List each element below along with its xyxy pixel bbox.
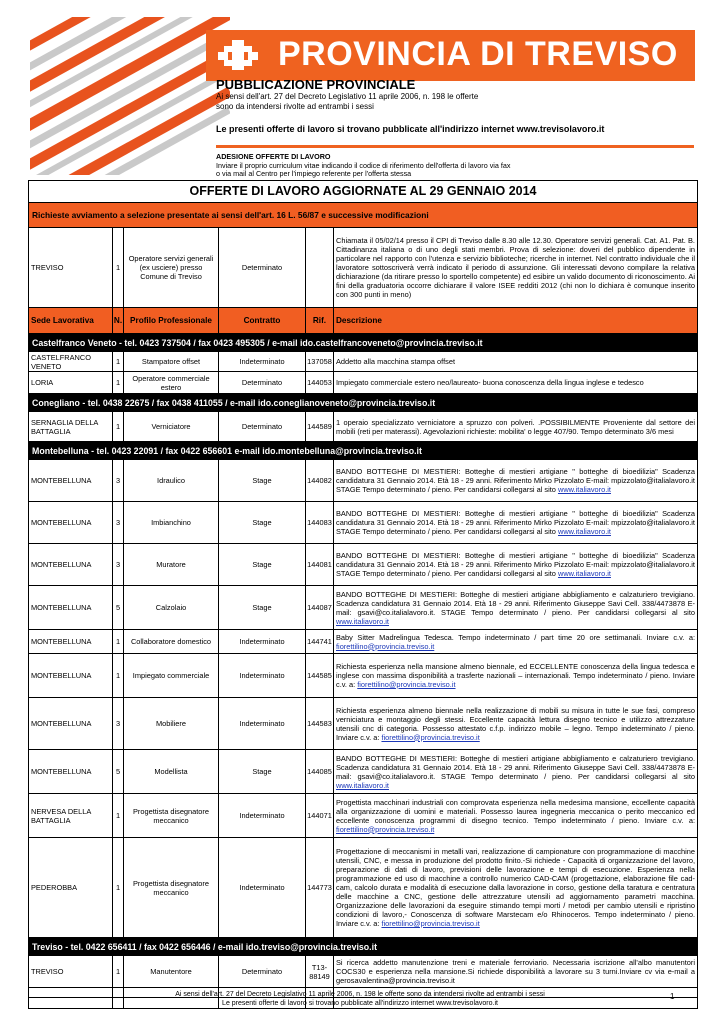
- description-text-body: Progettista macchinari industriali con comprovata esperienza nella medesima mansione, eccellente capacità alla organizzazione di uomini e materiali. Possesso laurea ingegneria meccanica o perito meccanico ed eccellente conoscenza programmi di disegno tecnico. Tempo indeterminato / pieno. Inviare c.v. a:: [336, 797, 695, 825]
- cell-sede: MONTEBELLUNA: [29, 698, 113, 749]
- cell-sede: PEDEROBBA: [29, 838, 113, 937]
- cell-descrizione: [334, 630, 697, 653]
- offer-link[interactable]: www.italiavoro.it: [557, 569, 611, 578]
- cell-profilo: Operatore servizi generali (ex usciere) presso Comune di Treviso: [124, 228, 219, 307]
- cell-sede: CASTELFRANCO VENETO: [29, 352, 113, 371]
- cell-sede: MONTEBELLUNA: [29, 654, 113, 697]
- description-text: [336, 706, 695, 742]
- description-text-body: BANDO BOTTEGHE DI MESTIERI: Botteghe di mestieri artigiane " botteghe di bioedilizia" Scadenza candidatura 31 Gennaio 2014. Età 18 - 29 anni. Riferimento Mirko Pizzolato E-mail: mpizzolato@italialavoro.it STAGE Tempo determinato / pieno. Per candidarsi collegarsi al sito: [336, 509, 695, 536]
- description-text-body: Richiesta esperienza nella mansione almeno biennale, ed ECCELLENTE conoscenza della lingua tedesca e inglese con massima disponibilità a trasferte nazionali – internazionali. Tempo indeterminato / pieno. Inviare c.v. a:: [336, 662, 695, 689]
- cell-sede: TREVISO: [29, 956, 113, 987]
- cell-rif: T13-88149: [306, 956, 334, 987]
- description-text: [336, 662, 695, 689]
- cell-profilo: Collaboratore domestico: [124, 630, 219, 653]
- table-row: [29, 750, 697, 794]
- cell-contratto: Stage: [219, 750, 306, 793]
- description-text-body: BANDO BOTTEGHE DI MESTIERI: Botteghe di mestieri artigiane " botteghe di bioedilizia" Scadenza candidatura 31 Gennaio 2014. Età 18 - 29 anni. Riferimento Mirko Pizzolato E-mail: mpizzolato@italialavoro.it STAGE Tempo determinato / pieno. Per candidarsi collegarsi al sito: [336, 551, 695, 578]
- cell-profilo: Progettista disegnatore meccanico: [124, 838, 219, 937]
- header-divider: [216, 145, 694, 148]
- description-text: [336, 551, 695, 578]
- adhesion-line: Inviare il proprio curriculum vitae indicando il codice di riferimento dell'offerta di lavoro via fax: [216, 160, 511, 170]
- cell-rif: 144585: [306, 654, 334, 697]
- publication-title: PUBBLICAZIONE PROVINCIALE: [216, 77, 416, 92]
- cell-descrizione: [334, 794, 697, 837]
- cell-sede: NERVESA DELLA BATTAGLIA: [29, 794, 113, 837]
- description-text: Si ricerca addetto manutenzione treni e materiale ferroviario. Necessaria iscrizione all'albo manutentori COCS30 e esperienza nella mansione.Si richiede disponibilità a lavorare su 3 turni.Inviare cv via e-mail a gerosavalentina@provincia.treviso.it: [336, 958, 695, 985]
- cell-sede: MONTEBELLUNA: [29, 544, 113, 585]
- cell-profilo: Impiegato commerciale: [124, 654, 219, 697]
- cell-descrizione: [334, 956, 697, 987]
- footer-line: Ai sensi dell'art. 27 del Decreto Legislativo 11 aprile 2006, n. 198 le offerte sono da intendersi rivolte ad entrambi i sessi: [175, 991, 545, 998]
- offer-link[interactable]: www.italiavoro.it: [557, 527, 611, 536]
- description-text: [336, 798, 695, 834]
- cell-n: 1: [113, 838, 124, 937]
- cell-descrizione: [334, 460, 697, 501]
- offer-link[interactable]: fiorettilino@provincia.treviso.it: [336, 641, 435, 651]
- cell-rif: 137058: [306, 352, 334, 371]
- cell-contratto: Indeterminato: [219, 630, 306, 653]
- cell-contratto: Stage: [219, 460, 306, 501]
- cell-profilo: Operatore commerciale estero: [124, 372, 219, 393]
- offer-link[interactable]: www.italiavoro.it: [336, 616, 389, 626]
- adhesion-title: ADESIONE OFFERTE DI LAVORO: [216, 152, 331, 161]
- cell-descrizione: [334, 544, 697, 585]
- cell-profilo: Mobiliere: [124, 698, 219, 749]
- cell-contratto: Stage: [219, 586, 306, 629]
- cell-sede: MONTEBELLUNA: [29, 750, 113, 793]
- cell-rif: 144773: [306, 838, 334, 937]
- table-row: [29, 502, 697, 544]
- title-band: [206, 30, 695, 81]
- cell-rif: 144085: [306, 750, 334, 793]
- cell-contratto: Determinato: [219, 956, 306, 987]
- table-row: [29, 544, 697, 586]
- table-row: [29, 838, 697, 938]
- cell-rif: 144087: [306, 586, 334, 629]
- description-text: [336, 633, 695, 651]
- column-header-row: [29, 308, 697, 334]
- offer-link[interactable]: fiorettilino@provincia.treviso.it: [357, 680, 456, 689]
- cell-rif: 144583: [306, 698, 334, 749]
- cell-n: 3: [113, 544, 124, 585]
- cell-sede: LORIA: [29, 372, 113, 393]
- cell-rif: 144081: [306, 544, 334, 585]
- description-text: Chiamata il 05/02/14 presso il CPI di Treviso dalle 8.30 alle 12.30. Operatore servizi generali. Cat. A1. Pat. B. Cittadinanza italiana o di uno degli stati membri. Prova di selezione: doveri del pubblico dipendente in particolare nel rapporto con l'utenza e servizio biblioteche; ricerche in internet. Nel contratto individuale che il lavoratore sottoscriverà verrà indicato il periodo di assunzione. Gli interessati devono compilare la relativa dichiarazione (da ritirare presso lo sportello competente) ed esibire un valido documento di riconoscimento. Ai fini della graduatoria occorre dichiarare il valore ISEE redditi 2012 (chi non lo dichiara è comunque inserito con 300 punti in meno): [336, 236, 695, 299]
- column-header-profilo: Profilo Professionale: [124, 308, 219, 333]
- offers-table: [28, 180, 698, 1009]
- cell-profilo: Stampatore offset: [124, 352, 219, 371]
- offer-link[interactable]: www.italiavoro.it: [557, 485, 611, 494]
- offer-link[interactable]: www.italiavoro.it: [336, 780, 389, 790]
- cell-profilo: Verniciatore: [124, 412, 219, 441]
- adhesion-line: o via mail al Centro per l'impiego referente per l'offerta stessa: [216, 169, 412, 178]
- description-text-body: BANDO BOTTEGHE DI MESTIERI: Botteghe di mestieri artigiane abbigliamento e calzaturiero trevigiano. Scadenza candidatura 31 Gennaio 2014. Età 18 - 29 anni. Riferimento Giuseppe Savi Cell. 338/4473878 E-mail: gsavi@co.italialavoro.it. STAGE Tempo determinato / pieno. Per candidarsi collegarsi al sito: [336, 753, 695, 781]
- cell-sede: MONTEBELLUNA: [29, 630, 113, 653]
- cell-rif: 144741: [306, 630, 334, 653]
- document-header: [30, 17, 695, 178]
- cell-n: 1: [113, 228, 124, 307]
- cell-profilo: Calzolaio: [124, 586, 219, 629]
- cell-sede: MONTEBELLUNA: [29, 586, 113, 629]
- cell-n: 1: [113, 654, 124, 697]
- description-text: Impiegato commerciale estero neo/laureato- buona conoscenza della lingua inglese e tedesco: [336, 378, 644, 387]
- cell-descrizione: [334, 698, 697, 749]
- decorative-stripes: [30, 17, 230, 175]
- description-text: [336, 467, 695, 494]
- cell-contratto: Determinato: [219, 228, 306, 307]
- cell-profilo: Manutentore: [124, 956, 219, 987]
- table-title: OFFERTE DI LAVORO AGGIORNATE AL 29 GENNAIO 2014: [29, 181, 697, 203]
- cell-n: 5: [113, 750, 124, 793]
- province-logo-icon: [218, 40, 258, 70]
- cell-profilo: Imbianchino: [124, 502, 219, 543]
- cell-contratto: Indeterminato: [219, 698, 306, 749]
- office-contact-conegliano: Conegliano - tel. 0438 22675 / fax 0438 411055 / e-mail ido.coneglianoveneto@provincia.treviso.it: [29, 394, 697, 412]
- cell-n: 3: [113, 698, 124, 749]
- table-row: [29, 228, 697, 308]
- cell-descrizione: [334, 352, 697, 371]
- cell-contratto: Determinato: [219, 412, 306, 441]
- cell-contratto: Indeterminato: [219, 352, 306, 371]
- offer-link[interactable]: fiorettilino@provincia.treviso.it: [381, 732, 480, 742]
- cell-n: 5: [113, 586, 124, 629]
- cell-profilo: Muratore: [124, 544, 219, 585]
- cell-contratto: Indeterminato: [219, 794, 306, 837]
- publication-line: Ai sensi dell'art. 27 del Decreto Legislativo 11 aprile 2006, n. 198 le offerte: [216, 92, 479, 101]
- office-contact-montebelluna: Montebelluna - tel. 0423 22091 / fax 0422 656601 e-mail ido.montebelluna@provincia.treviso.it: [29, 442, 697, 460]
- cell-n: 1: [113, 352, 124, 371]
- cell-sede: SERNAGLIA DELLA BATTAGLIA: [29, 412, 113, 441]
- cell-rif: [306, 228, 334, 307]
- description-text-body: Baby Sitter Madrelingua Tedesca. Tempo indeterminato / part time 20 ore settimanali. Inviare c.v. a:: [336, 632, 695, 642]
- column-header-rif: Rif.: [306, 308, 334, 333]
- office-contact-castelfranco: Castelfranco Veneto - tel. 0423 737504 / fax 0423 495305 / e-mail ido.castelfrancoveneto@provincia.treviso.it: [29, 334, 697, 352]
- cell-n: 1: [113, 630, 124, 653]
- column-header-contratto: Contratto: [219, 308, 306, 333]
- table-row: [29, 698, 697, 750]
- cell-n: 1: [113, 412, 124, 441]
- cell-profilo: Progettista disegnatore meccanico: [124, 794, 219, 837]
- cell-sede: MONTEBELLUNA: [29, 502, 113, 543]
- cell-rif: 144053: [306, 372, 334, 393]
- cell-rif: 144082: [306, 460, 334, 501]
- cell-descrizione: [334, 750, 697, 793]
- table-row: [29, 460, 697, 502]
- cell-descrizione: [334, 372, 697, 393]
- description-text-body: BANDO BOTTEGHE DI MESTIERI: Botteghe di mestieri artigiane abbigliamento e calzaturiero trevigiano. Scadenza candidatura 31 Gennaio 2014. Età 18 - 29 anni. Riferimento Giuseppe Savi Cell. 338/4473878 E-mail: gsavi@co.italialavoro.it. STAGE Tempo determinato / pieno. Per candidarsi collegarsi al sito: [336, 589, 695, 617]
- cell-profilo: Idraulico: [124, 460, 219, 501]
- cell-rif: 144083: [306, 502, 334, 543]
- table-row: [29, 372, 697, 394]
- description-text: [336, 509, 695, 536]
- description-text: Addetto alla macchina stampa offset: [336, 357, 456, 366]
- cell-descrizione: [334, 228, 697, 307]
- cell-sede: TREVISO: [29, 228, 113, 307]
- description-text-body: Progettazione di meccanismi in metalli vari, realizzazione di campionature con programmazione di macchine utensili, CNC, e messa in produzione del prodotto finito.-Si richiede - Capacità di organizzazione del lavoro, preparazione di dati di lavoro, previsioni delle lavorazione e tempi di esecuzione. Esperienza nella programmazione ed uso di macchine a controllo numerico CAD-CAM (progettazione, elaborazione file cad-cam, calcolo durata e modalità di esecuzione dalla lavorazione in corso, gestione della taratura e centratura delle macchine a CNC, gestione delle attrezzature utensili ad aggiornamento parametri macchina. Organizzazione delle lavorazioni da eseguire stimando tempi morti / metodi per cambio utensili e ripristino condizioni di lavoro,- Conoscenza di software Marstecam e/o Rhinoceros. Tempo indeterminato / pieno. Inviare c.v. a:: [336, 847, 695, 928]
- footer-line: Le presenti offerte di lavoro si trovano pubblicate all'indirizzo internet www.trevisolavoro.it: [222, 1000, 498, 1007]
- cell-n: 1: [113, 372, 124, 393]
- cell-n: 3: [113, 502, 124, 543]
- offer-link[interactable]: fiorettilino@provincia.treviso.it: [336, 824, 435, 834]
- sites-notice: Le presenti offerte di lavoro si trovano pubblicate all'indirizzo internet www.trevisolavoro.it: [216, 124, 605, 134]
- cell-descrizione: [334, 502, 697, 543]
- cell-contratto: Determinato: [219, 372, 306, 393]
- column-header-sede: Sede Lavorativa: [29, 308, 113, 333]
- adhesion-block: [216, 153, 694, 179]
- page-title: PROVINCIA DI TREVISO: [278, 35, 678, 73]
- cell-rif: 144071: [306, 794, 334, 837]
- description-text: [336, 590, 695, 626]
- cell-contratto: Stage: [219, 544, 306, 585]
- table-row: [29, 412, 697, 442]
- cell-contratto: Indeterminato: [219, 654, 306, 697]
- cell-n: 1: [113, 956, 124, 987]
- column-header-n: N.: [113, 308, 124, 333]
- table-row: [29, 956, 697, 988]
- cell-descrizione: [334, 838, 697, 937]
- cell-n: 3: [113, 460, 124, 501]
- publication-line: sono da intendersi rivolte ad entrambi i sessi: [216, 102, 374, 111]
- description-text-body: BANDO BOTTEGHE DI MESTIERI: Botteghe di mestieri artigiane " botteghe di bioedilizia" Scadenza candidatura 31 Gennaio 2014. Età 18 - 29 anni. Riferimento Mirko Pizzolato E-mail: mpizzolato@italialavoro.it STAGE Tempo determinato / pieno. Per candidarsi collegarsi al sito: [336, 467, 695, 494]
- cell-n: 1: [113, 794, 124, 837]
- column-header-descrizione: Descrizione: [336, 316, 382, 325]
- page-footer: [120, 990, 600, 1008]
- cell-contratto: Stage: [219, 502, 306, 543]
- table-row: [29, 654, 697, 698]
- office-contact-treviso: Treviso - tel. 0422 656411 / fax 0422 656446 / e-mail ido.treviso@provincia.treviso.it: [29, 938, 697, 956]
- publication-block: [216, 77, 694, 134]
- description-text: [336, 754, 695, 790]
- cell-descrizione: [334, 586, 697, 629]
- description-text: [336, 847, 695, 928]
- table-row: [29, 794, 697, 838]
- table-subtitle: Richieste avviamento a selezione presentate ai sensi dell'art. 16 L. 56/87 e successive modificazioni: [29, 203, 697, 228]
- description-text-body: Richiesta esperienza almeno biennale nella realizzazione di mobili su misura in tutte le sue fasi, compreso verniciatura e montaggio degli stessi. Eccellente capacità lettura disegno tecnico e utilizzo attrezzature utensili cnc di categoria. Possesso attestato c.f.p. indirizzo mobile – legno. Tempo indeterminato / pieno. Inviare c.v. a:: [336, 705, 695, 742]
- page-number: 1: [670, 992, 675, 1001]
- description-text: 1 operaio specializzato verniciatore a spruzzo con polveri. .POSSIBILMENTE Proveniente dal settore dei mobili (reti per materassi). Agevolazioni richieste: mobilita' o legge 407/90. Tempo determinato 3/6 mesi: [336, 417, 695, 436]
- cell-sede: MONTEBELLUNA: [29, 460, 113, 501]
- cell-descrizione: [334, 654, 697, 697]
- cell-descrizione: [334, 412, 697, 441]
- cell-profilo: Modellista: [124, 750, 219, 793]
- table-row: [29, 352, 697, 372]
- table-row: [29, 630, 697, 654]
- cell-contratto: Indeterminato: [219, 838, 306, 937]
- offer-link[interactable]: fiorettilino@provincia.treviso.it: [381, 919, 480, 928]
- table-row: [29, 586, 697, 630]
- cell-rif: 144589: [306, 412, 334, 441]
